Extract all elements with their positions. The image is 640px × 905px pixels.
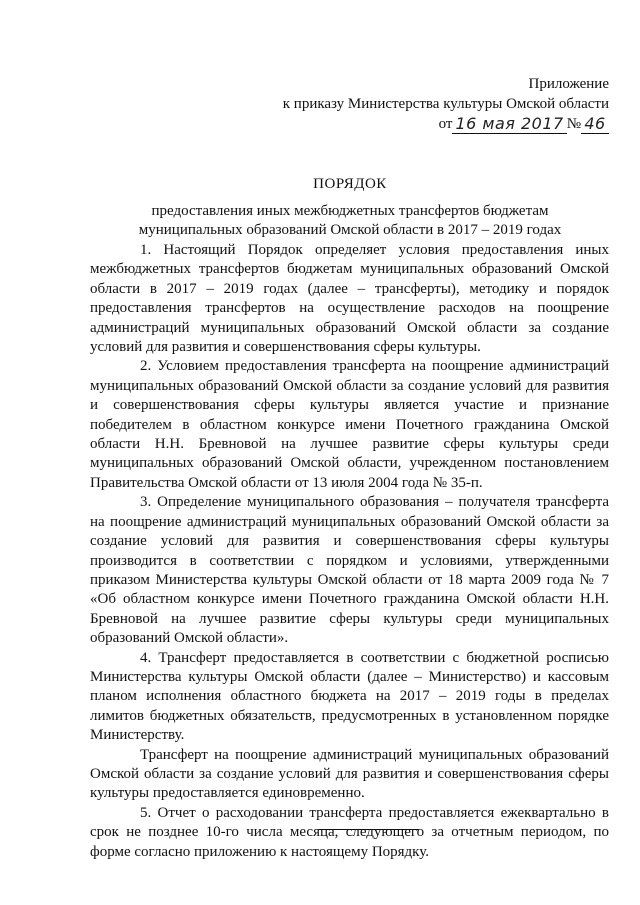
date-prefix: от: [438, 116, 453, 132]
paragraph-4: 4. Трансферт предоставляется в соответствии с бюджетной росписью Министерства культуры Омской области (далее – Министерство) и кассовым планом исполнения областного бюджета на 2017 – 2019 годы в пределах лимитов бюджетных обязательств, предусмотренных в установленном порядке Министерству.: [90, 649, 609, 744]
appendix-header: [283, 74, 609, 134]
document-subtitle-line-1: предоставления иных межбюджетных трансфертов бюджетам: [151, 203, 549, 219]
document-subtitle-line-2: муниципальных образований Омской области в 2017 – 2019 годах: [138, 222, 562, 238]
end-divider: [319, 829, 419, 830]
appendix-label: Приложение: [528, 76, 609, 92]
paragraph-3: 3. Определение муниципального образования – получателя трансферта на поощрение администраций муниципальных образований Омской области за создание условий для развития и совершенствования сферы культуры производится в соответствии с порядком и условиями, утвержденными приказом Министерства культуры Омской области от 18 марта 2009 года № 7 «Об областном конкурсе имени Почетного гражданина Омской области Н.Н. Бревновой на лучшее развитие сферы культуры среди муниципальных образований Омской области».: [90, 494, 609, 647]
order-date-line: [283, 114, 609, 134]
paragraph-5: 5. Отчет о расходовании трансферта предоставляется ежеквартально в срок не позднее 10-го числа месяца, следующего за отчетным периодом, по форме согласно приложению к настоящему Порядку.: [90, 804, 609, 860]
handwritten-date: 16 мая 2017: [452, 115, 566, 134]
paragraph-4-continued: Трансферт на поощрение администраций муниципальных образований Омской области за создание условий для развития и совершенствования сферы культуры предоставляется единовременно.: [90, 746, 609, 802]
handwritten-number: 46: [581, 115, 609, 134]
title-block: [90, 174, 610, 240]
document-body: [90, 241, 609, 862]
number-prefix: №: [566, 116, 581, 132]
order-reference: к приказу Министерства культуры Омской области: [282, 96, 609, 112]
document-title: ПОРЯДОК: [313, 176, 387, 192]
paragraph-1: 1. Настоящий Порядок определяет условия предоставления иных межбюджетных трансфертов бюджетам муниципальных образований Омской области в 2017 – 2019 годах (далее – трансферты), методику и порядок предоставления трансфертов на осуществление расходов на поощрение администраций муниципальных образований Омской области за создание условий для развития и совершенствования сферы культуры.: [90, 242, 609, 356]
paragraph-2: 2. Условием предоставления трансферта на поощрение администраций муниципальных образований Омской области за создание условий для развития и совершенствования сферы культуры является участие и признание победителем в областном конкурсе имени Почетного гражданина Омской области Н.Н. Бревновой на лучшее развитие сферы культуры среди муниципальных образований Омской области, учрежденном постановлением Правительства Омской области от 13 июля 2004 года № 35-п.: [90, 358, 609, 491]
